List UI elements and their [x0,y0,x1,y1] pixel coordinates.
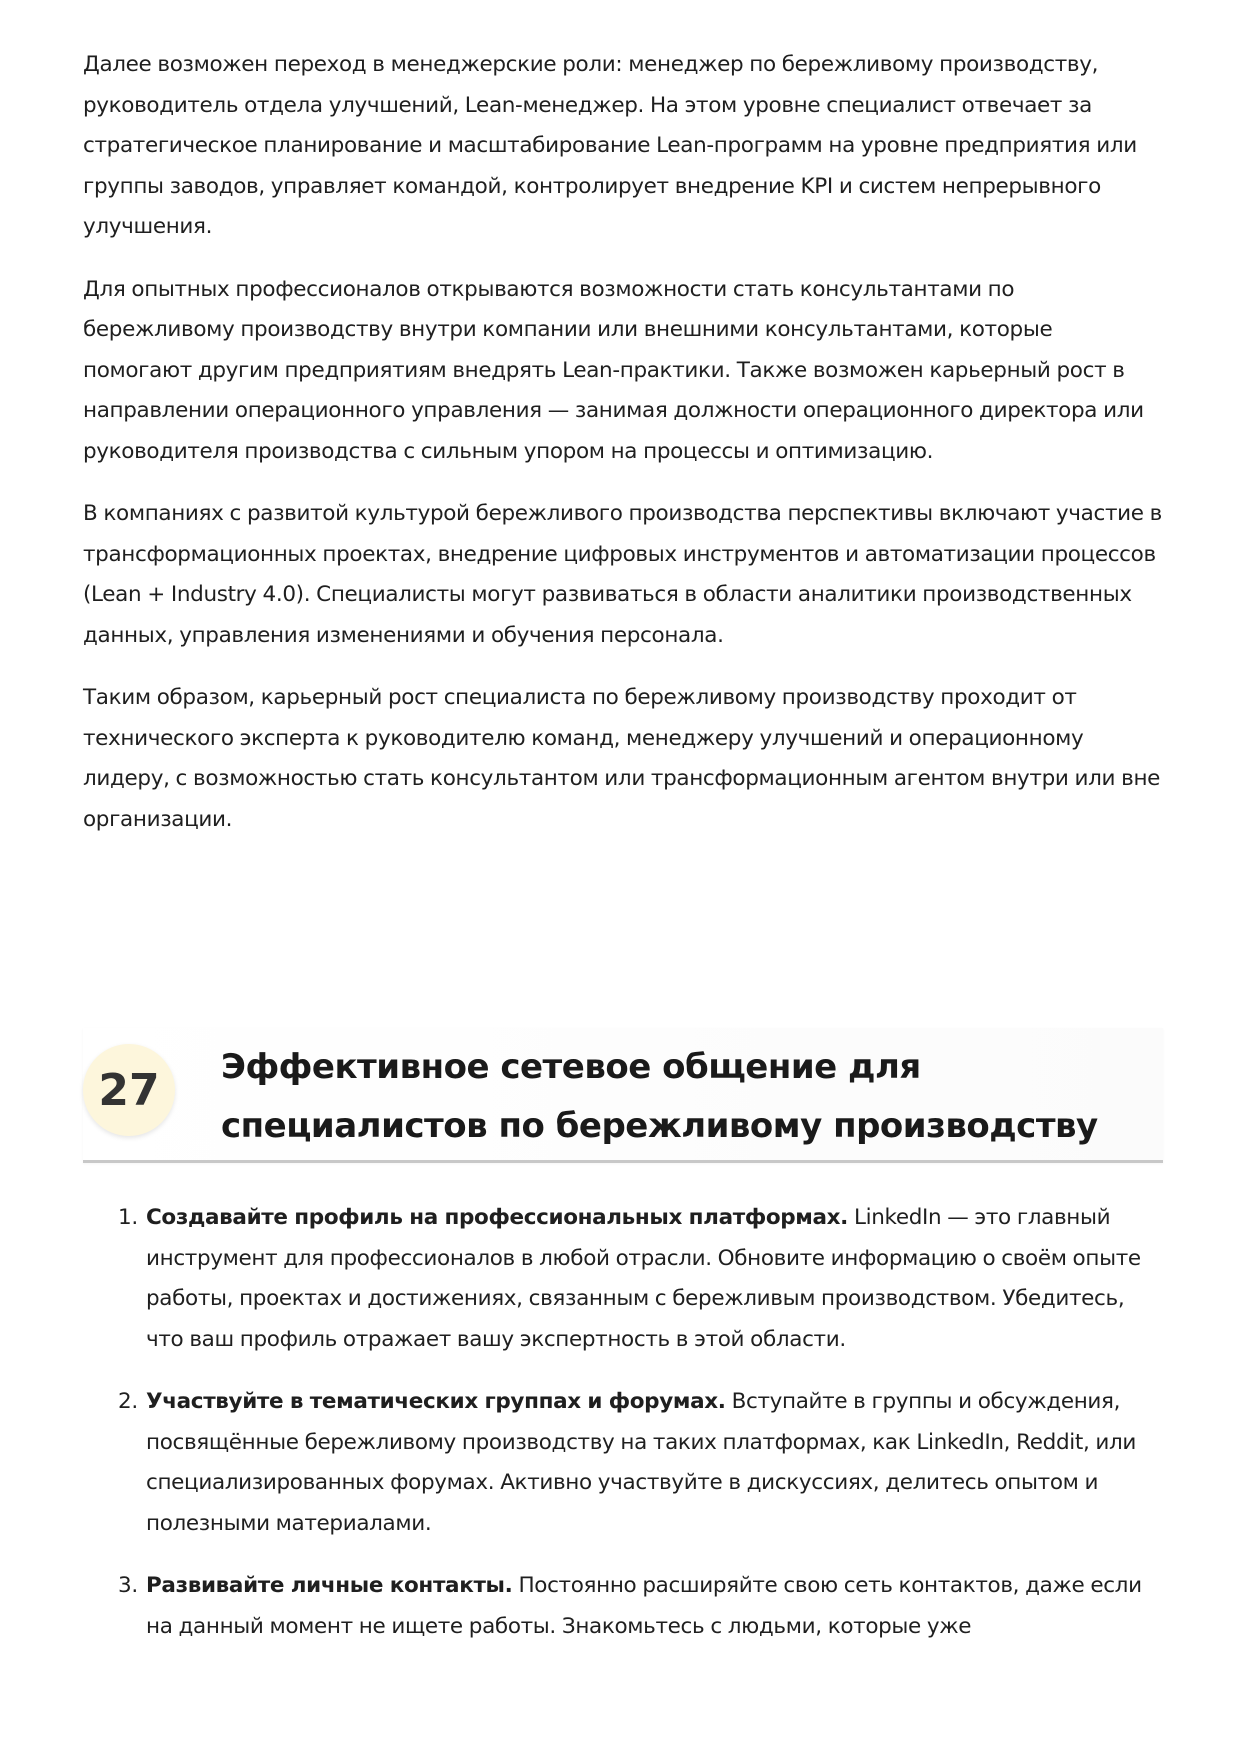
paragraph-consultants: Для опытных профессионалов открываются возможности стать консультантами по бережливому производству внутри компании или внешними консультантами, которые помогают другим предприятиям внедрять Lean-практики. Также возможен карьерный рост в направлении операционного управления — занимая должности операционного директора или руководителя производства с сильным упором на процессы и оптимизацию. [83,276,1144,464]
paragraph-management-roles: Далее возможен переход в менеджерские роли: менеджер по бережливому производству, руководитель отдела улучшений, Lean-менеджер. На этом уровне специалист отвечает за стратегическое планирование и масштабирование Lean-программ на уровне предприятия или группы заводов, управляет командой, контролирует внедрение KPI и систем непрерывного улучшения. [83,52,1137,239]
list-item-number: 2. [118,1389,138,1414]
list-item-text: LinkedIn — это главный инструмент для профессионалов в любой отрасли. Обновите информацию о своём опыте работы, проектах и достижениях, связанным с бережливым производством. Убедитесь, что ваш профиль отражает вашу экспертность в этой области. [146,1205,1141,1352]
list-item-number: 3. [118,1573,138,1598]
list-item [83,1566,1163,1647]
chapter-header [83,1028,1163,1163]
list-item [83,1198,1163,1360]
list-item-lead: Участвуйте в тематических группах и форумах. [146,1389,726,1414]
paragraph-lean-culture: В компаниях с развитой культурой бережливого производства перспективы включают участие в трансформационных проектах, внедрение цифровых инструментов и автоматизации процессов (Lean + Industry 4.0). Специалисты могут развиваться в области аналитики производственных данных, управления изменениями и обучения персонала. [83,501,1162,648]
list-item-number: 1. [118,1205,138,1230]
list-item-text: Вступайте в группы и обсуждения, посвящённые бережливому производству на таких платформах, как LinkedIn, Reddit, или специализированных форумах. Активно участвуйте в дискуссиях, делитесь опытом и полезными материалами. [146,1389,1137,1536]
tips-list [83,1198,1163,1669]
list-item-lead: Создавайте профиль на профессиональных платформах. [146,1205,848,1230]
list-item-text: Постоянно расширяйте свою сеть контактов, даже если на данный момент не ищете работы. Знакомьтесь с людьми, которые уже [146,1573,1142,1639]
chapter-title: Эффективное сетевое общение для специалистов по бережливому производству [221,1047,1098,1146]
body-text [83,45,1163,862]
list-item [83,1382,1163,1544]
chapter-section [83,1028,1163,1639]
chapter-number-badge: 27 [83,1044,175,1136]
list-item-lead: Развивайте личные контакты. [146,1573,513,1598]
paragraph-summary: Таким образом, карьерный рост специалиста по бережливому производству проходит от технического эксперта к руководителю команд, менеджеру улучшений и операционному лидеру, с возможностью стать консультантом или трансформационным агентом внутри или вне организации. [83,685,1161,832]
